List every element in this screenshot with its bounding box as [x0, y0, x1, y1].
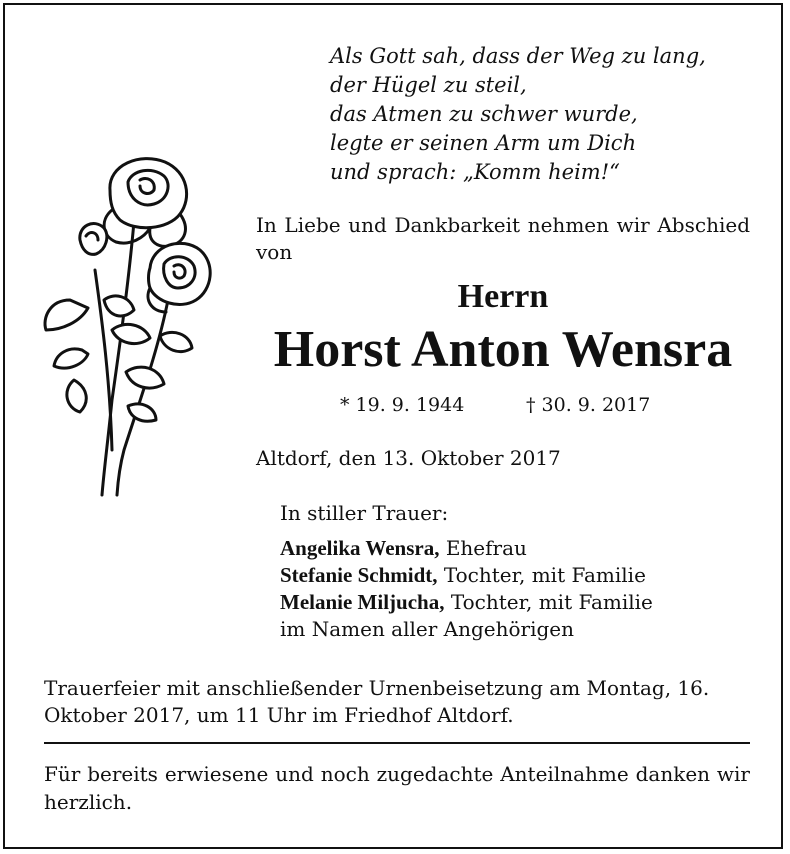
rose-leaf [126, 367, 164, 388]
poem [330, 42, 706, 187]
poem-line: das Atmen zu schwer wurde, [330, 102, 638, 126]
rose-leaf [104, 296, 134, 316]
poem-line: der Hügel zu steil, [330, 73, 527, 97]
mourner-row [280, 562, 750, 589]
rose-leaf [54, 349, 88, 368]
mourners-block [280, 500, 750, 643]
poem-line: und sprach: „Komm heim!“ [330, 160, 620, 184]
mourner-relation: Tochter, mit Familie [444, 590, 653, 614]
deceased-name: Horst Anton Wensra [273, 321, 733, 378]
rose-leaf [160, 332, 192, 351]
rose-bud [80, 224, 107, 255]
mourner-row [280, 535, 750, 562]
rose-leaf [112, 324, 150, 343]
rose-bloom-upper [104, 159, 186, 247]
intro-text: In Liebe und Dankbarkeit nehmen wir Abschied von [256, 213, 750, 264]
thanks-text: Für bereits erwiesene und noch zugedachte Anteilnahme danken wir herzlich. [44, 762, 750, 814]
rose-illustration [40, 150, 220, 510]
mourner-row [280, 589, 750, 616]
death-date: † 30. 9. 2017 [526, 394, 651, 416]
birth-date: * 19. 9. 1944 [340, 394, 465, 416]
rose-leaf [67, 380, 86, 412]
poem-line: legte er seinen Arm um Dich [330, 131, 637, 155]
mourner-name: Stefanie Schmidt, [280, 563, 438, 587]
mourner-relation: Tochter, mit Familie [437, 563, 646, 587]
ceremony-info: Trauerfeier mit anschließender Urnenbeisetzung am Montag, 16. Oktober 2017, um 11 Uhr im Friedhof Altdorf. [44, 676, 710, 727]
poem-line: Als Gott sah, dass der Weg zu lang, [330, 44, 706, 68]
rose-leaf [45, 300, 88, 330]
place-date: Altdorf, den 13. Oktober 2017 [256, 446, 561, 470]
mourners-closing: im Namen aller Angehörigen [280, 617, 575, 641]
mourner-name: Melanie Miljucha, [280, 590, 445, 614]
rose-bloom-lower [148, 243, 210, 312]
honorific: Herrn [457, 278, 549, 315]
rose-leaf [128, 404, 156, 421]
divider-line [44, 742, 750, 744]
mourner-name: Angelika Wensra, [280, 536, 440, 560]
mourner-relation: Ehefrau [439, 536, 527, 560]
mourners-heading: In stiller Trauer: [280, 501, 449, 525]
rose-stem [102, 210, 135, 495]
